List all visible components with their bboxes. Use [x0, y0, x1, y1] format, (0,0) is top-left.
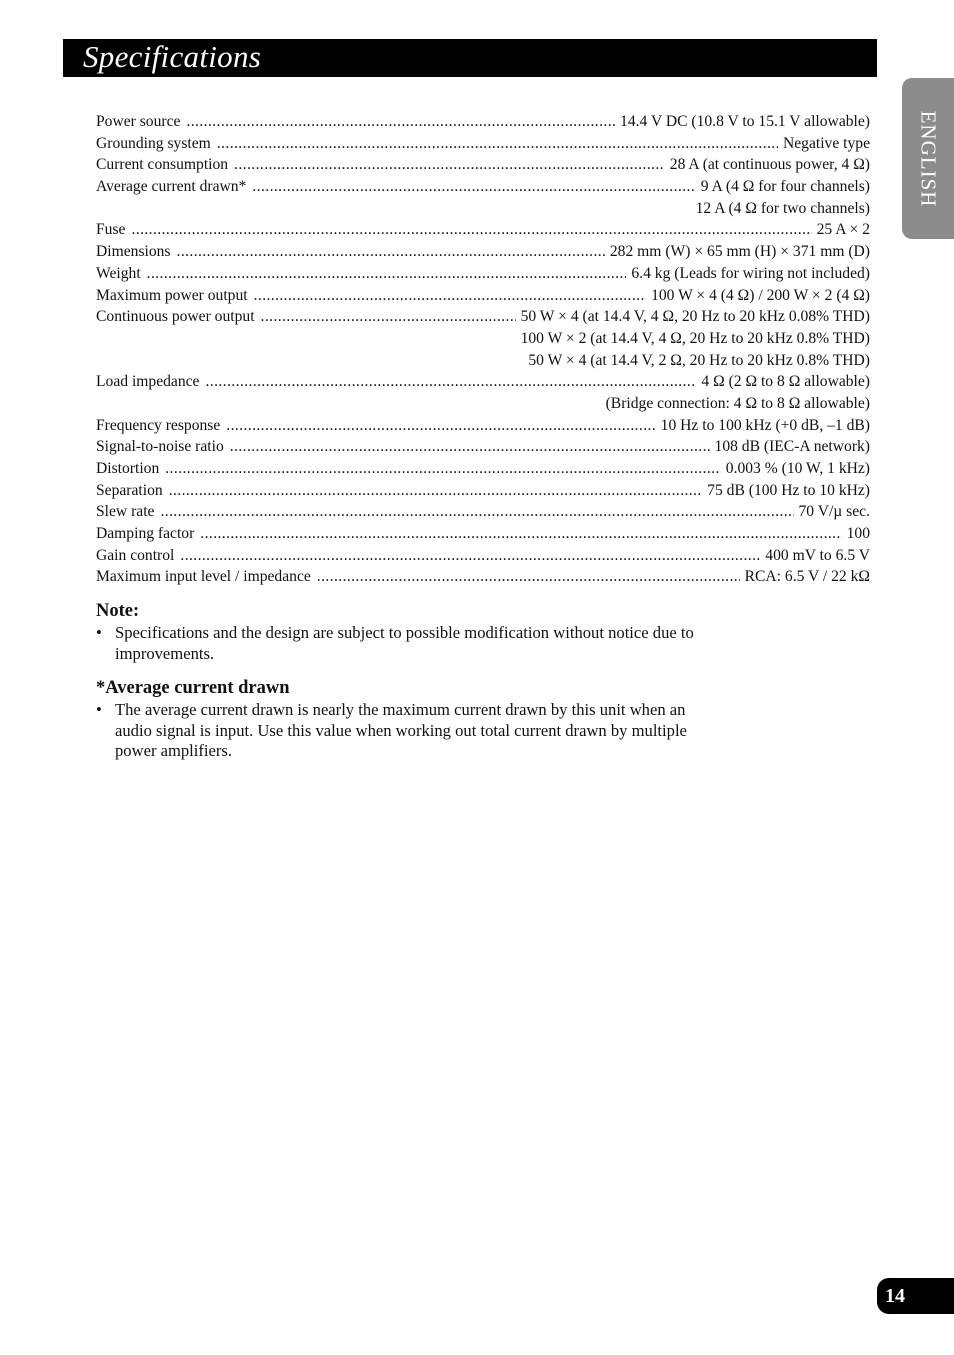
spec-label: Weight — [96, 264, 141, 282]
spec-label: Load impedance — [96, 373, 200, 391]
average-current-heading: *Average current drawn — [96, 678, 290, 698]
spec-row — [96, 545, 870, 567]
dot-leader — [261, 306, 516, 328]
dot-leader — [205, 371, 696, 393]
spec-row — [96, 263, 870, 285]
dot-leader — [160, 501, 793, 523]
spec-continuation: 100 W × 2 (at 14.4 V, 4 Ω, 20 Hz to 20 kHz 0.8% THD) — [520, 329, 870, 347]
spec-row — [96, 566, 870, 588]
dot-leader — [226, 415, 655, 437]
spec-label: Grounding system — [96, 134, 211, 152]
spec-label: Signal-to-noise ratio — [96, 438, 224, 456]
bullet-icon: • — [96, 700, 102, 719]
spec-label: Current consumption — [96, 156, 229, 174]
spec-row — [96, 458, 870, 480]
dot-leader — [180, 545, 760, 567]
dot-leader — [217, 133, 778, 155]
dot-leader — [200, 523, 841, 545]
average-current-section — [96, 677, 716, 762]
page-title: Specifications — [83, 39, 262, 74]
spec-label: Gain control — [96, 546, 175, 564]
note-text: Specifications and the design are subject to possible modification without notice due to improvements. — [115, 623, 694, 663]
spec-continuation: (Bridge connection: 4 Ω to 8 Ω allowable) — [605, 394, 870, 412]
dot-leader — [165, 458, 721, 480]
dot-leader — [186, 111, 615, 133]
bullet-icon: • — [96, 623, 102, 642]
spec-value: 0.003 % (10 W, 1 kHz) — [725, 460, 870, 477]
spec-value: 100 — [846, 525, 870, 543]
spec-row — [96, 111, 870, 133]
spec-value: 6.4 kg (Leads for wiring not included) — [631, 264, 870, 282]
page-number-tab — [877, 1278, 954, 1314]
spec-value: 28 A (at continuous power, 4 Ω) — [669, 156, 870, 174]
spec-value: 4 Ω (2 Ω to 8 Ω allowable) — [701, 373, 870, 391]
spec-value: 9 A (4 Ω for four channels) — [700, 178, 870, 196]
spec-label: Maximum power output — [96, 286, 248, 304]
average-current-bullet-item — [96, 700, 716, 762]
spec-value: Negative type — [782, 134, 870, 152]
spec-value: 400 mV to 6.5 V — [765, 546, 870, 564]
spec-label: Continuous power output — [96, 308, 255, 326]
spec-value: 282 mm (W) × 65 mm (H) × 371 mm (D) — [609, 243, 870, 261]
page-number: 14 — [885, 1285, 905, 1307]
note-bullet-item — [96, 623, 716, 664]
spec-row — [96, 415, 870, 437]
spec-value: 25 A × 2 — [816, 221, 870, 239]
spec-row — [96, 371, 870, 393]
spec-row — [96, 436, 870, 458]
spec-label: Fuse — [96, 221, 126, 239]
spec-row — [96, 133, 870, 155]
spec-row — [96, 241, 870, 263]
spec-label: Distortion — [96, 460, 160, 477]
spec-label: Dimensions — [96, 243, 171, 261]
spec-value: 108 dB (IEC-A network) — [714, 438, 870, 456]
dot-leader — [131, 219, 811, 241]
average-current-text: The average current drawn is nearly the maximum current drawn by this unit when an audio signal is input. Use this value when working out total current drawn by multiple power amplifiers. — [115, 700, 687, 760]
specifications-list — [96, 111, 870, 588]
spec-continuation: 12 A (4 Ω for two channels) — [695, 199, 870, 217]
spec-label: Power source — [96, 113, 181, 130]
spec-row — [96, 154, 870, 176]
spec-row — [96, 176, 870, 198]
spec-value: 10 Hz to 100 kHz (+0 dB, –1 dB) — [660, 416, 870, 434]
spec-value: RCA: 6.5 V / 22 kΩ — [744, 568, 870, 586]
dot-leader — [169, 480, 702, 502]
spec-row — [96, 306, 870, 328]
language-tab — [902, 78, 954, 239]
dot-leader — [317, 566, 740, 588]
dot-leader — [230, 436, 710, 458]
spec-value: 100 W × 4 (4 Ω) / 200 W × 2 (4 Ω) — [651, 286, 870, 304]
language-tab-label: ENGLISH — [916, 110, 941, 207]
note-section — [96, 600, 716, 664]
note-heading: Note: — [96, 601, 140, 621]
title-bar — [63, 39, 877, 77]
spec-row — [96, 480, 870, 502]
spec-label: Separation — [96, 481, 163, 499]
spec-label: Maximum input level / impedance — [96, 568, 311, 586]
spec-row — [96, 285, 870, 307]
spec-label: Frequency response — [96, 416, 221, 434]
dot-leader — [252, 176, 695, 198]
spec-value: 75 dB (100 Hz to 10 kHz) — [707, 481, 870, 499]
spec-value: 50 W × 4 (at 14.4 V, 4 Ω, 20 Hz to 20 kHz 0.08% THD) — [520, 308, 870, 326]
spec-value: 14.4 V DC (10.8 V to 15.1 V allowable) — [620, 113, 870, 130]
dot-leader — [254, 285, 646, 307]
spec-label: Slew rate — [96, 503, 155, 521]
spec-value: 70 V/µ sec. — [798, 503, 870, 521]
spec-continuation: 50 W × 4 (at 14.4 V, 2 Ω, 20 Hz to 20 kHz 0.8% THD) — [528, 351, 870, 369]
dot-leader — [147, 263, 627, 285]
spec-label: Average current drawn* — [96, 178, 247, 196]
dot-leader — [177, 241, 605, 263]
spec-row — [96, 523, 870, 545]
spec-label: Damping factor — [96, 525, 195, 543]
spec-row — [96, 219, 870, 241]
spec-row — [96, 501, 870, 523]
dot-leader — [234, 154, 665, 176]
